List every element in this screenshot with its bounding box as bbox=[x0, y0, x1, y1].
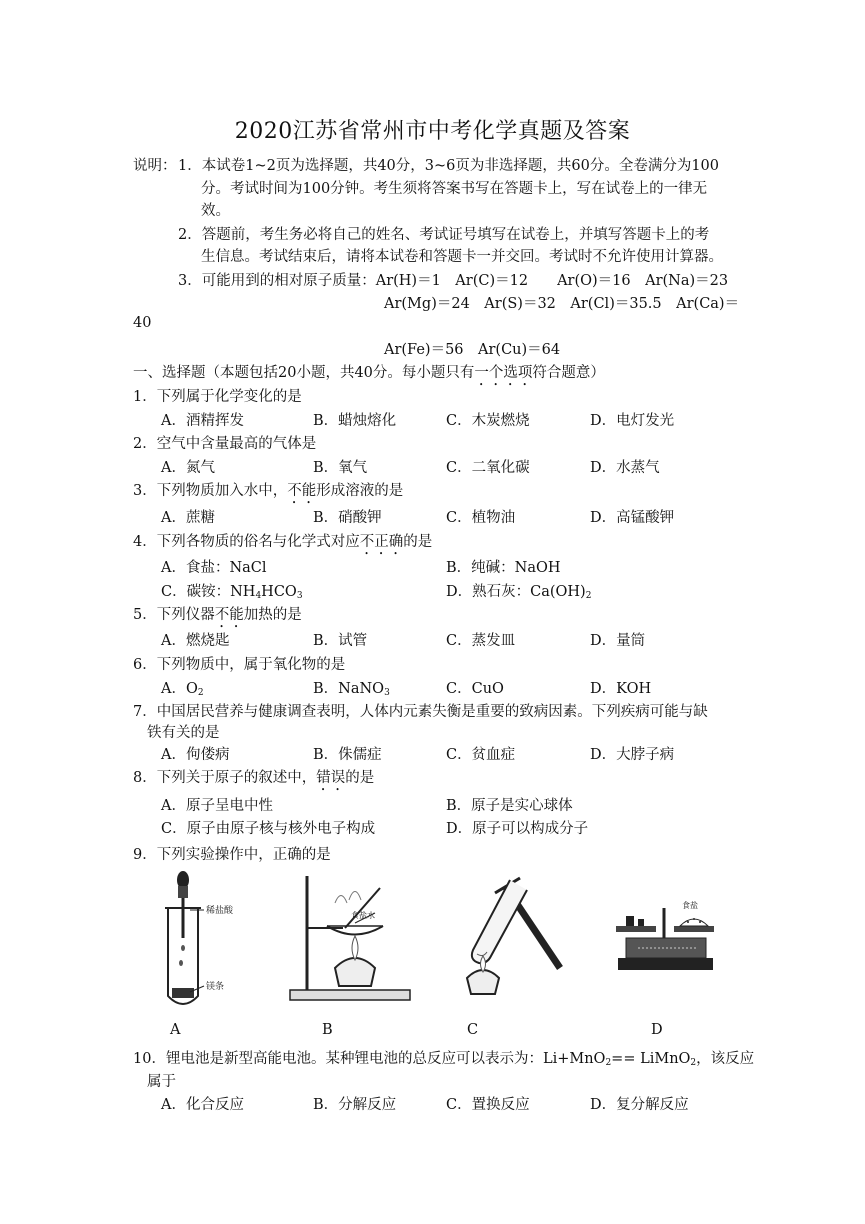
question-4-option-a: A．食盐：NaCl bbox=[161, 560, 267, 576]
question-10-option-c: C．置换反应 bbox=[446, 1097, 530, 1113]
notes-prefix: 说明： bbox=[133, 158, 177, 174]
question-10-option-a: A．化合反应 bbox=[161, 1097, 244, 1113]
question-4-option-c-mid: HCO bbox=[261, 584, 297, 600]
question-3-option-b: B．硝酸钾 bbox=[313, 510, 382, 526]
evaporation-stand-figure bbox=[285, 868, 420, 1008]
question-6-option-a bbox=[161, 677, 204, 698]
question-6-option-b bbox=[313, 677, 390, 698]
question-4-option-c bbox=[161, 580, 303, 601]
question-8-option-b: B．原子是实心球体 bbox=[446, 798, 573, 814]
question-1-option-b: B．蜡烛熔化 bbox=[313, 413, 397, 429]
figure-label-b: B bbox=[322, 1022, 333, 1038]
question-3-option-c: C．植物油 bbox=[446, 510, 516, 526]
question-4-option-d-sub: 2 bbox=[585, 591, 592, 601]
figure-label-a: A bbox=[170, 1022, 181, 1038]
question-10-option-d: D．复分解反应 bbox=[590, 1097, 689, 1113]
question-10-stem-line-1 bbox=[133, 1047, 754, 1068]
note-3-line-1: 3．可能用到的相对原子质量：Ar(H)＝1 Ar(C)＝12 Ar(O)＝16 Ar(Na)＝23 bbox=[178, 273, 729, 289]
question-8-stem-post: 的是 bbox=[345, 770, 375, 786]
figure-d-label-salt: 食盐 bbox=[682, 901, 698, 910]
page-title: 2020江苏省常州市中考化学真题及答案 bbox=[234, 119, 631, 144]
note-1-line-2: 分。考试时间为100分钟。考生须将答案书写在答题卡上，写在试卷上的一律无 bbox=[201, 181, 708, 197]
question-1-option-c: C．木炭燃烧 bbox=[446, 413, 530, 429]
question-6-option-b-text: B．NaNO bbox=[313, 681, 385, 697]
question-6-stem: 6．下列物质中，属于氧化物的是 bbox=[133, 657, 346, 673]
question-1-option-d: D．电灯发光 bbox=[590, 413, 675, 429]
question-8-option-c: C．原子由原子核与核外电子构成 bbox=[161, 821, 376, 837]
question-8-option-a: A．原子呈电中性 bbox=[161, 798, 273, 814]
figure-a-label-acid: 稀盐酸 bbox=[206, 906, 234, 916]
question-6-option-b-sub: 3 bbox=[384, 688, 390, 698]
test-tube-dropper-figure bbox=[150, 868, 240, 1013]
figure-label-c: C bbox=[467, 1022, 479, 1038]
question-3-stem-post: 形成溶液的是 bbox=[316, 483, 404, 499]
question-3-stem-pre: 3．下列物质加入水中， bbox=[133, 483, 288, 499]
question-8-stem bbox=[133, 766, 374, 794]
note-3-line-2: Ar(Mg)＝24 Ar(S)＝32 Ar(Cl)＝35.5 Ar(Ca)＝ bbox=[384, 296, 740, 312]
question-4-option-c-sub2: 3 bbox=[296, 591, 303, 601]
section-heading-post: 符合题意） bbox=[532, 365, 605, 381]
figure-a-label-magnesium: 镁条 bbox=[206, 982, 225, 992]
question-5-option-d: D．量筒 bbox=[590, 633, 646, 649]
question-10-stem-text: 10．锂电池是新型高能电池。某种锂电池的总反应可以表示为：Li+MnO bbox=[133, 1051, 606, 1067]
heating-test-tube-figure bbox=[455, 868, 570, 1008]
question-3-option-d: D．高锰酸钾 bbox=[590, 510, 675, 526]
question-4-stem-pre: 4．下列各物质的俗名与化学式对应 bbox=[133, 534, 360, 550]
question-2-option-c: C．二氧化碳 bbox=[446, 460, 530, 476]
note-3-line-4: Ar(Fe)＝56 Ar(Cu)＝64 bbox=[384, 342, 561, 358]
question-5-stem-pre: 5．下列仪器 bbox=[133, 607, 215, 623]
question-9-stem: 9．下列实验操作中，正确的是 bbox=[133, 847, 331, 863]
question-4-option-c-sub1: 4 bbox=[255, 591, 262, 601]
question-4-option-d bbox=[446, 580, 591, 601]
question-2-option-a: A．氮气 bbox=[161, 460, 215, 476]
question-6-option-a-text: A．O bbox=[161, 681, 198, 697]
balance-scale-figure bbox=[608, 868, 718, 978]
question-10-stem-post: ，该反应 bbox=[696, 1051, 755, 1067]
question-7-option-d: D．大脖子病 bbox=[590, 747, 675, 763]
question-5-stem-emphasis: 不能 bbox=[214, 607, 244, 623]
question-5-stem bbox=[133, 603, 302, 631]
question-8-option-d: D．原子可以构成分子 bbox=[446, 821, 589, 837]
question-4-stem-post: 的是 bbox=[403, 534, 433, 550]
question-1-option-a: A．酒精挥发 bbox=[161, 413, 244, 429]
question-10-stem-mid: == LiMnO bbox=[611, 1051, 691, 1067]
question-5-option-a: A．燃烧匙 bbox=[161, 633, 230, 649]
question-10-stem-line-2: 属于 bbox=[147, 1074, 176, 1090]
question-5-stem-post: 加热的是 bbox=[243, 607, 302, 623]
question-2-stem: 2．空气中含量最高的气体是 bbox=[133, 436, 317, 452]
figure-b-label-salt-water: 食盐水 bbox=[351, 911, 375, 920]
question-5-option-b: B．试管 bbox=[313, 633, 368, 649]
question-1-stem: 1．下列属于化学变化的是 bbox=[133, 389, 302, 405]
question-7-option-b: B．侏儒症 bbox=[313, 747, 382, 763]
question-6-option-d: D．KOH bbox=[590, 681, 652, 697]
question-2-option-d: D．水蒸气 bbox=[590, 460, 660, 476]
question-7-stem-line-2: 铁有关的是 bbox=[147, 725, 220, 741]
note-2-line-1: 2．答题前，考生务必将自己的姓名、考试证号填写在试卷上，并填写答题卡上的考 bbox=[178, 227, 710, 243]
question-3-stem bbox=[133, 479, 403, 507]
question-10-option-b: B．分解反应 bbox=[313, 1097, 397, 1113]
question-4-option-b: B．纯碱：NaOH bbox=[446, 560, 561, 576]
question-7-option-c: C．贫血症 bbox=[446, 747, 516, 763]
question-6-option-a-sub: 2 bbox=[197, 688, 204, 698]
question-2-option-b: B．氧气 bbox=[313, 460, 368, 476]
note-1-line-1: 1．本试卷1~2页为选择题，共40分，3~6页为非选择题，共60分。全卷满分为100 bbox=[178, 158, 720, 174]
question-5-option-c: C．蒸发皿 bbox=[446, 633, 516, 649]
question-8-stem-pre: 8．下列关于原子的叙述中， bbox=[133, 770, 317, 786]
question-4-stem-emphasis: 不正确 bbox=[359, 534, 404, 550]
question-10-stem-sub1: 2 bbox=[605, 1058, 612, 1068]
section-heading-pre: 一、选择题（本题包括20小题，共40分。每小题只有 bbox=[133, 365, 475, 381]
question-4-option-d-text: D．熟石灰：Ca(OH) bbox=[446, 584, 586, 600]
question-3-stem-emphasis: 不能 bbox=[287, 483, 317, 499]
question-4-option-c-text: C．碳铵：NH bbox=[161, 584, 256, 600]
question-3-option-a: A．蔗糖 bbox=[161, 510, 215, 526]
note-2-line-2: 生信息。考试结束后，请将本试卷和答题卡一并交回。考试时不允许使用计算器。 bbox=[201, 249, 723, 265]
question-7-option-a: A．佝偻病 bbox=[161, 747, 230, 763]
question-6-option-c: C．CuO bbox=[446, 681, 504, 697]
question-4-stem bbox=[133, 530, 432, 558]
note-1-line-3: 效。 bbox=[201, 203, 230, 219]
section-heading-emphasis: 一个选项 bbox=[474, 365, 533, 381]
question-8-stem-emphasis: 错误 bbox=[316, 770, 346, 786]
note-3-line-3: 40 bbox=[133, 315, 152, 331]
question-7-stem-line-1: 7．中国居民营养与健康调查表明，人体内元素失衡是重要的致病因素。下列疾病可能与缺 bbox=[133, 704, 708, 720]
figure-label-d: D bbox=[651, 1022, 663, 1038]
question-10-stem-sub2: 2 bbox=[690, 1058, 697, 1068]
